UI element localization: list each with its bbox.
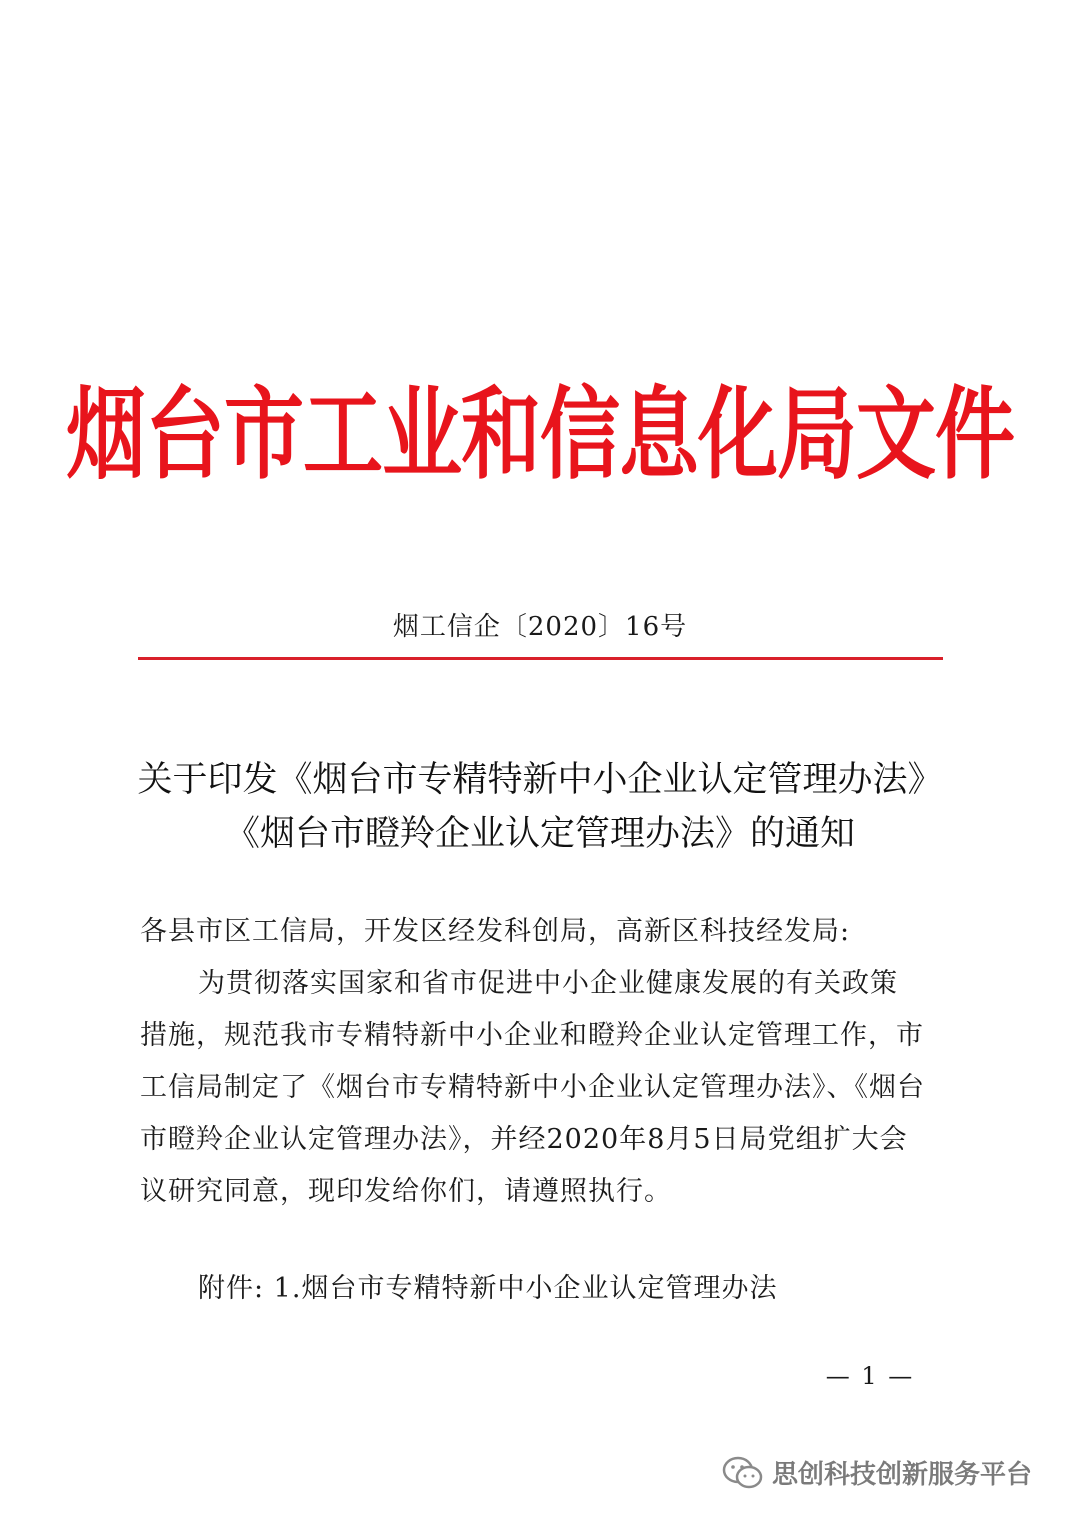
body-paragraph: [140, 958, 960, 1218]
salutation: 各县市区工信局，开发区经发科创局，高新区科技经发局:: [140, 916, 851, 947]
page-number: — 1 —: [825, 1362, 915, 1390]
paragraph-line: 议研究同意，现印发给你们，请遵照执行。: [140, 1176, 672, 1207]
paragraph-line: 措施，规范我市专精特新中小企业和瞪羚企业认定管理工作，市: [140, 1020, 924, 1051]
wechat-icon: [722, 1455, 764, 1491]
paragraph-line: 市瞪羚企业认定管理办法》，并经2020年8月5日局党组扩大会: [140, 1124, 908, 1155]
watermark-text: 思创科技创新服务平台: [772, 1460, 1033, 1490]
paragraph-line: 为贯彻落实国家和省市促进中小企业健康发展的有关政策: [198, 968, 898, 999]
document-number: 烟工信企〔2020〕16号: [392, 612, 688, 642]
paragraph-line: 工信局制定了《烟台市专精特新中小企业认定管理办法》、《烟台: [140, 1072, 925, 1103]
notice-title-line-1: 关于印发《烟台市专精特新中小企业认定管理办法》: [137, 760, 943, 800]
masthead-title: 烟台市工业和信息化局文件: [66, 376, 1014, 493]
attachment-line: 附件: 1.烟台市专精特新中小企业认定管理办法: [198, 1273, 778, 1304]
watermark: [722, 1454, 1032, 1491]
red-divider-line: [138, 657, 943, 660]
notice-title-line-2: 《烟台市瞪羚企业认定管理办法》的通知: [224, 814, 855, 854]
